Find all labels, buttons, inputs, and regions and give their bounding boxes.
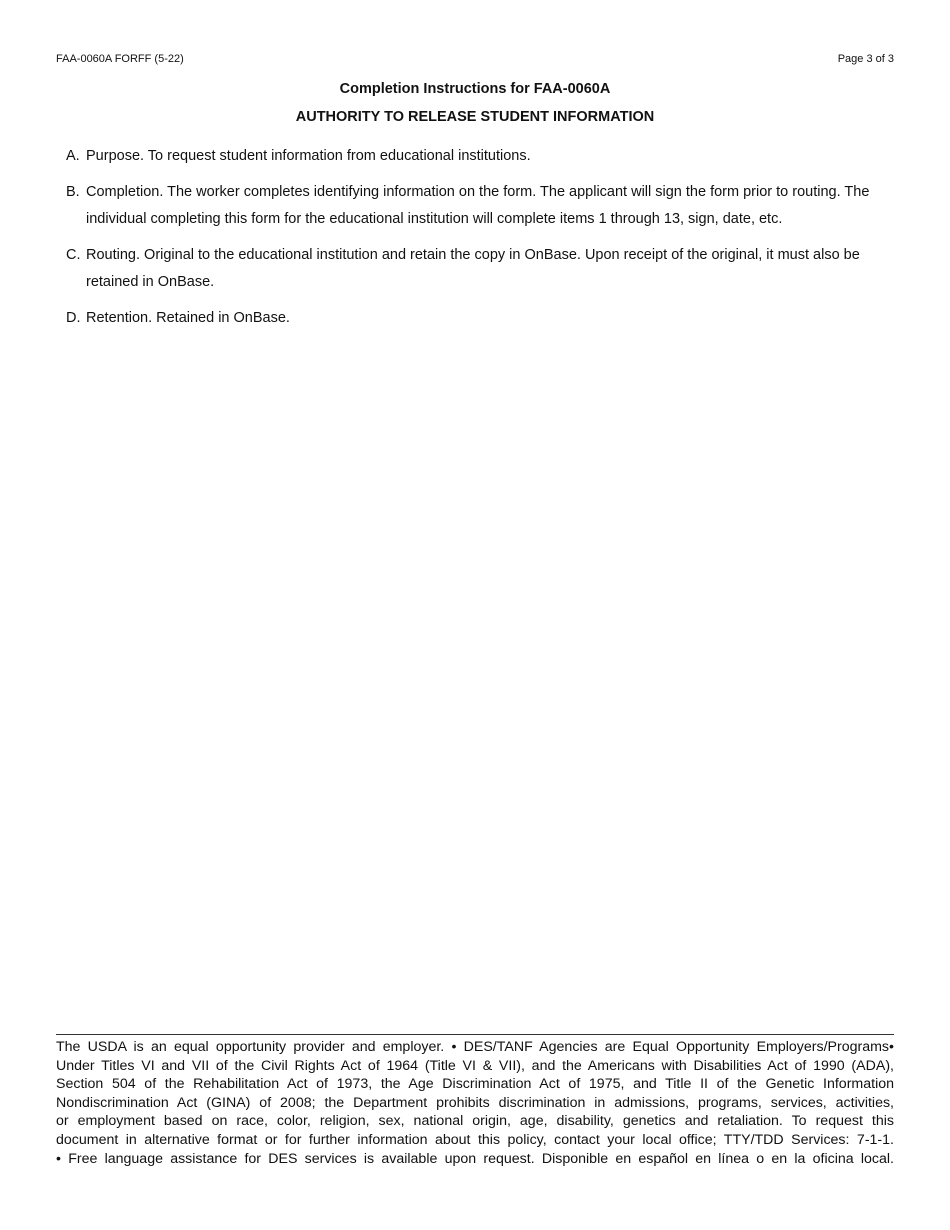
item-text: Routing. Original to the educational institution and retain the copy in OnBase. Upon receipt of the original, it must also be retained in OnBase. [86,247,860,290]
item-text: Purpose. To request student information from educational institutions. [86,148,531,164]
footer-line: Nondiscrimination Act (GINA) of 2008; the Department prohibits discrimination in admissions, programs, services, activities, [56,1094,894,1111]
instruction-item-routing [66,242,896,296]
item-text: Retention. Retained in OnBase. [86,310,290,326]
footer-divider [56,1034,894,1035]
document-title: Completion Instructions for FAA-0060A [339,81,611,97]
footer-line: • Free language assistance for DES services is available upon request. Disponible en español en línea o en la oficina local. [56,1150,894,1167]
item-letter: B. [66,184,80,200]
footer-line: Section 504 of the Rehabilitation Act of 1973, the Age Discrimination Act of 1975, and Title II of the Genetic Information [56,1076,894,1093]
item-letter: D. [66,310,81,326]
item-text: Completion. The worker completes identifying information on the form. The applicant will sign the form prior to routing. The individual completing this form for the educational institution will complete items 1 through 13, sign, date, etc. [86,184,870,227]
footer-line: Under Titles VI and VII of the Civil Rights Act of 1964 (Title VI & VII), and the Americans with Disabilities Act of 1990 (ADA), [56,1057,894,1074]
item-letter: C. [66,247,81,263]
footer-line: or employment based on race, color, religion, sex, national origin, age, disability, genetics and retaliation. To request this [56,1113,894,1130]
form-number: FAA-0060A FORFF (5-22) [56,53,184,65]
instructions-list [66,143,896,341]
document-subtitle: AUTHORITY TO RELEASE STUDENT INFORMATION [295,109,655,125]
instruction-item-completion [66,179,896,233]
footer-line: document in alternative format or for further information about this policy, contact your local office; TTY/TDD Services: 7-1-1. [56,1131,894,1148]
item-letter: A. [66,148,80,164]
footer-line: The USDA is an equal opportunity provider and employer. • DES/TANF Agencies are Equal Opportunity Employers/Programs• [56,1039,894,1055]
page-number: Page 3 of 3 [837,53,894,65]
instruction-item-purpose [66,143,896,170]
nondiscrimination-notice [56,1038,894,1168]
instruction-item-retention [66,305,896,332]
